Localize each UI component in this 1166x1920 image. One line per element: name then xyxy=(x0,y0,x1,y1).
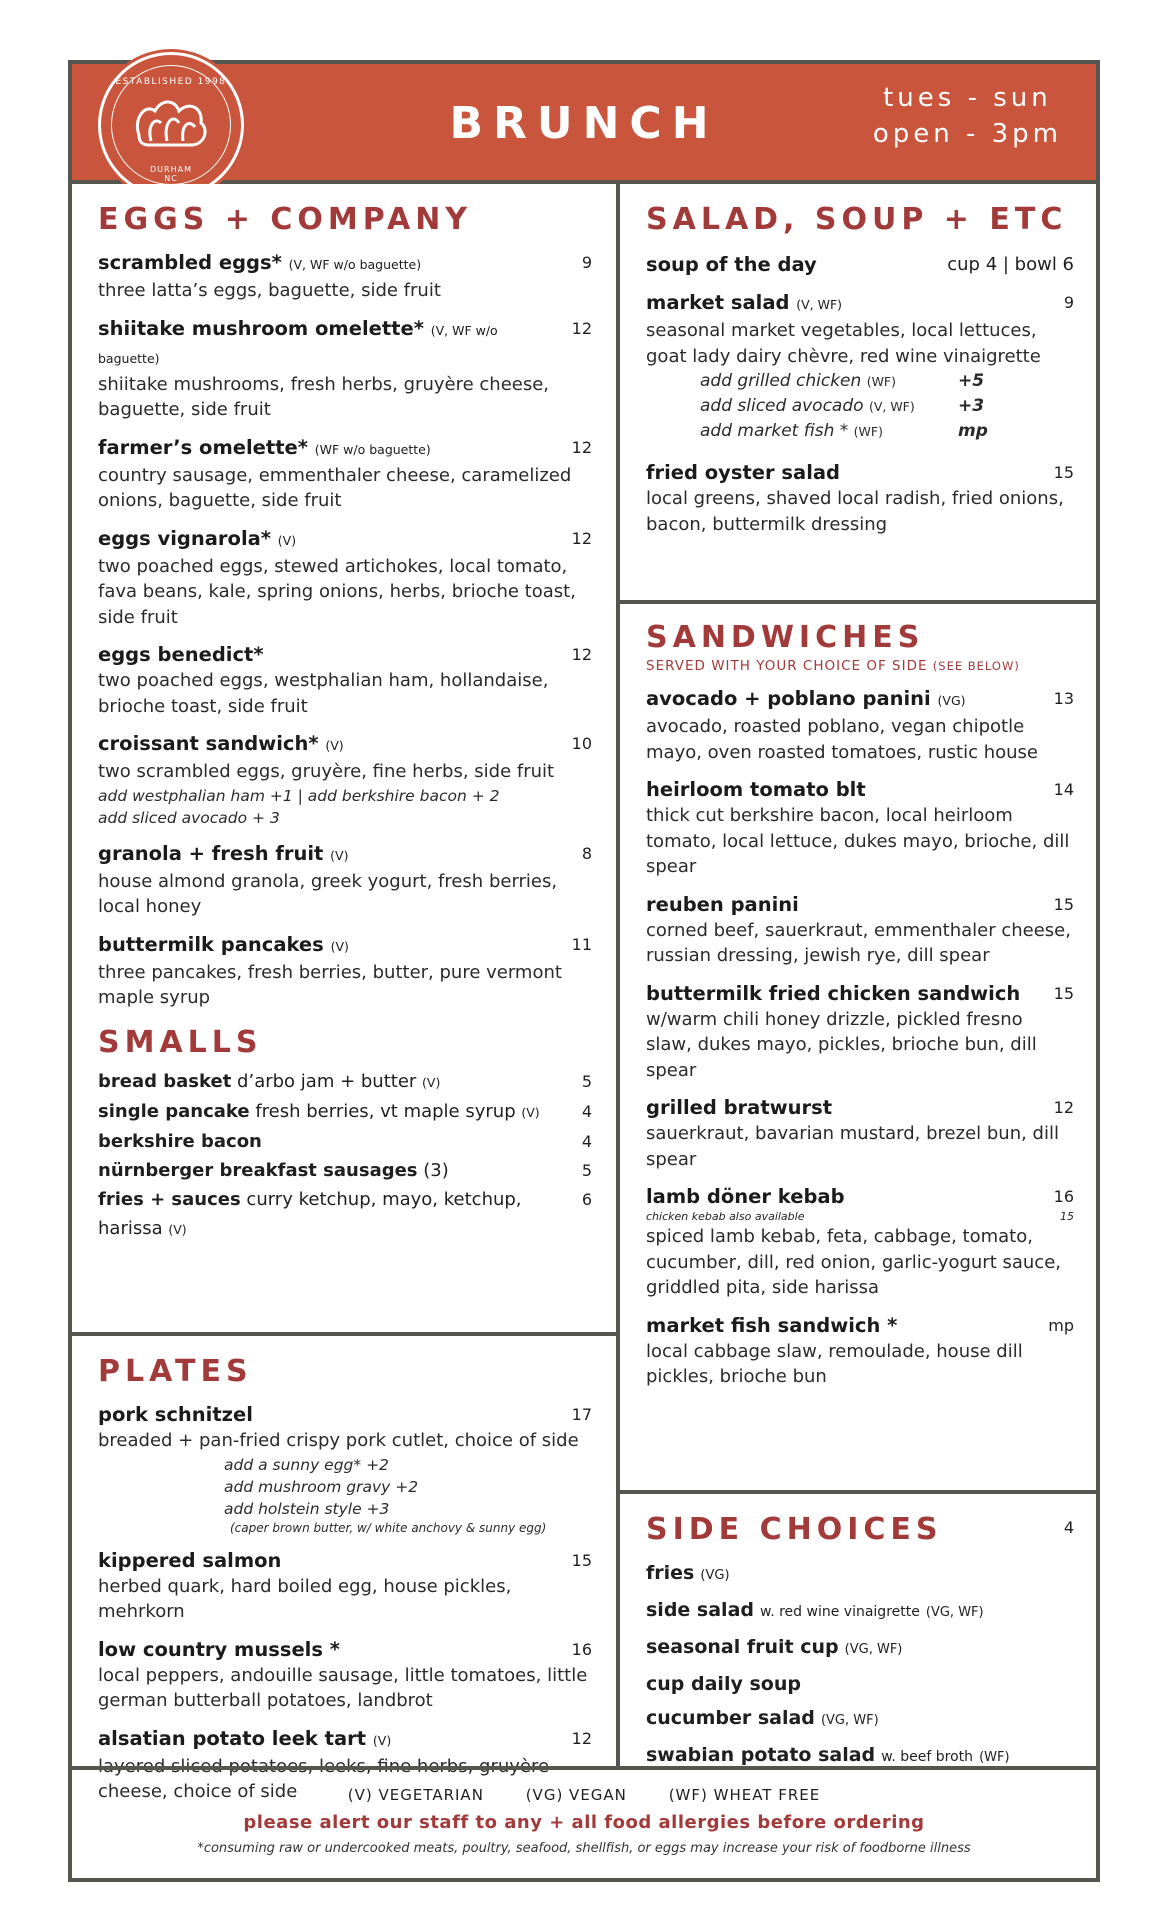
item-title: shiitake mushroom omelette* xyxy=(98,316,424,340)
item-tag: (WF w/o baguette) xyxy=(314,441,431,457)
salad-addons xyxy=(646,369,1074,444)
item-price: 15 xyxy=(571,1550,592,1570)
item-desc: w/warm chili honey drizzle, pickled fresno slaw, dukes mayo, pickles, brioche bun, dill spear xyxy=(646,1008,1037,1081)
salad-addon-label: add market fish * xyxy=(700,421,849,441)
item-name xyxy=(98,1726,592,1754)
salad-addon-label: add grilled chicken xyxy=(700,371,862,391)
oyster-salad-price: 15 xyxy=(1053,463,1074,482)
menu-item xyxy=(98,435,592,514)
sandwiches-panel xyxy=(620,600,1096,1490)
sides-list xyxy=(646,1556,1074,1775)
item-desc: three pancakes, fresh berries, butter, pure vermont maple syrup xyxy=(98,961,562,1008)
small-item xyxy=(98,1127,592,1156)
menu-item xyxy=(646,1313,1074,1390)
menu-item xyxy=(98,1637,592,1714)
item-desc: thick cut berkshire bacon, local heirloom tomato, local lettuce, dukes mayo, brioche, dill spear xyxy=(646,805,1070,877)
item-title: scrambled eggs* xyxy=(98,251,282,274)
item-desc: corned beef, sauerkraut, emmenthaler cheese, russian dressing, jewish rye, dill spear xyxy=(646,919,1071,966)
page-title: BRUNCH xyxy=(449,98,719,149)
salad-addon xyxy=(700,369,1074,394)
small-item xyxy=(98,1097,592,1127)
item-price: 12 xyxy=(1053,1098,1074,1117)
item-price: 14 xyxy=(1053,780,1074,799)
side-item-name: cucumber salad xyxy=(646,1707,815,1729)
item-title: farmer’s omelette* xyxy=(98,435,308,459)
legend-wheat-free: (WF) WHEAT FREE xyxy=(668,1786,821,1804)
oyster-salad-name: fried oyster salad xyxy=(646,461,840,484)
item-name xyxy=(646,1184,1074,1210)
item-addon: add a sunny egg* +2 xyxy=(224,1455,389,1474)
item-title: low country mussels * xyxy=(98,1637,340,1661)
salad-addon xyxy=(700,394,1074,419)
soup-price: cup 4 | bowl 6 xyxy=(947,254,1074,275)
food-disclaimer: *consuming raw or undercooked meats, poultry, seafood, shellfish, or eggs may increase your risk of foodborne illness xyxy=(197,1841,971,1856)
hours-days: tues - sun xyxy=(883,83,1052,113)
item-name xyxy=(646,686,1074,714)
menu-footer xyxy=(72,1766,1096,1878)
menu-item xyxy=(98,316,592,423)
menu-item xyxy=(646,686,1074,765)
market-salad-name: market salad xyxy=(646,291,790,314)
item-title: lamb döner kebab xyxy=(646,1185,845,1208)
item-name xyxy=(98,841,592,869)
plates-section-title: PLATES xyxy=(98,1354,253,1389)
item-tag: (V) xyxy=(330,847,349,863)
salad-addon xyxy=(700,419,1074,444)
small-item-tag: (V) xyxy=(422,1074,441,1090)
menu-item xyxy=(98,841,592,920)
item-price: 12 xyxy=(571,528,592,548)
item-addon: add westphalian ham +1 | add berkshire bacon + 2 xyxy=(98,786,500,805)
sandwiches-section-title: SANDWICHES xyxy=(646,620,925,655)
eggs-list xyxy=(98,250,592,1011)
item-desc: three latta’s eggs, baguette, side fruit xyxy=(98,280,441,301)
item-title: buttermilk fried chicken sandwich xyxy=(646,981,1021,1005)
side-item-tag: (VG, WF) xyxy=(925,1605,984,1620)
menu-frame xyxy=(68,60,1100,1882)
item-title: reuben panini xyxy=(646,892,799,916)
side-item-extra: w. beef broth xyxy=(881,1749,974,1765)
small-item-name: berkshire bacon xyxy=(98,1130,262,1152)
side-item-tag: (VG) xyxy=(700,1568,730,1583)
item-price: 16 xyxy=(571,1639,592,1659)
hours xyxy=(873,80,1062,152)
side-item xyxy=(646,1630,1074,1667)
item-desc: spiced lamb kebab, feta, cabbage, tomato, cucumber, dill, red onion, garlic-yogurt sauce, griddled pita, side harissa xyxy=(646,1226,1061,1298)
small-item-desc: fresh berries, vt maple syrup xyxy=(255,1100,516,1122)
eggs-section-title: EGGS + COMPANY xyxy=(98,202,473,237)
item-title: granola + fresh fruit xyxy=(98,841,324,865)
item-title: eggs benedict* xyxy=(98,643,264,666)
side-item-tag: (VG, WF) xyxy=(820,1713,879,1728)
item-price: 11 xyxy=(571,934,592,954)
small-item-price: 5 xyxy=(581,1160,592,1180)
item-desc: house almond granola, greek yogurt, fresh berries, local honey xyxy=(98,870,558,917)
item-name xyxy=(98,642,592,668)
item-name xyxy=(98,1548,592,1574)
item-desc: avocado, roasted poblano, vegan chipotle mayo, oven roasted tomatoes, rustic house xyxy=(646,716,1038,763)
item-desc: shiitake mushrooms, fresh herbs, gruyère cheese, baguette, side fruit xyxy=(98,373,550,420)
market-salad-tag: (V, WF) xyxy=(796,297,843,312)
menu-item xyxy=(98,932,592,1011)
item-title: eggs vignarola* xyxy=(98,526,271,550)
soup-item xyxy=(646,252,1074,278)
small-item-name: bread basket xyxy=(98,1070,232,1092)
item-name xyxy=(98,526,592,554)
menu-item xyxy=(646,892,1074,969)
sides-section-title: SIDE CHOICES xyxy=(646,1512,943,1547)
smalls-list xyxy=(98,1067,592,1214)
item-desc: two poached eggs, stewed artichokes, local tomato, fava beans, kale, spring onions, herbs, brioche toast, side fruit xyxy=(98,555,576,628)
item-price: 12 xyxy=(571,1728,592,1748)
item-price: 15 xyxy=(1053,983,1074,1003)
small-item-price: 4 xyxy=(581,1101,592,1121)
item-name xyxy=(98,250,592,278)
menu-item xyxy=(646,981,1074,1084)
item-name xyxy=(98,316,592,372)
item-price: 12 xyxy=(571,437,592,457)
oyster-salad-desc: local greens, shaved local radish, fried onions, bacon, buttermilk dressing xyxy=(646,488,1064,535)
item-desc: two scrambled eggs, gruyère, fine herbs, side fruit xyxy=(98,761,555,782)
legend-vegetarian: (V) VEGETARIAN xyxy=(347,1786,484,1804)
item-tag: (V) xyxy=(330,938,349,954)
item-name xyxy=(98,731,592,759)
menu-item xyxy=(98,642,592,719)
item-desc: local peppers, andouille sausage, little tomatoes, little german butterball potatoes, landbrot xyxy=(98,1664,588,1711)
menu-header xyxy=(72,64,1096,184)
menu-item xyxy=(98,526,592,631)
small-item-price: 6 xyxy=(581,1189,592,1209)
side-item-name: side salad xyxy=(646,1599,754,1621)
item-tag: (V) xyxy=(325,738,344,753)
item-price: 10 xyxy=(571,734,592,753)
side-item xyxy=(646,1701,1074,1738)
small-item-desc: curry ketchup, mayo, ketchup, xyxy=(246,1188,522,1210)
oyster-salad-item xyxy=(646,460,1074,537)
item-price: 12 xyxy=(571,318,592,338)
soup-name: soup of the day xyxy=(646,253,817,276)
menu-item xyxy=(646,1184,1074,1301)
item-price: mp xyxy=(1048,1315,1074,1335)
market-salad-desc: seasonal market vegetables, local lettuces, goat lady dairy chèvre, red wine vinaigrette xyxy=(646,320,1041,367)
small-item-desc: (3) xyxy=(423,1159,449,1181)
item-tag: (V) xyxy=(372,1732,392,1748)
side-item-extra: w. red wine vinaigrette xyxy=(760,1604,920,1620)
item-name xyxy=(646,981,1074,1007)
item-addon: add mushroom gravy +2 xyxy=(224,1477,419,1496)
item-title: buttermilk pancakes xyxy=(98,932,324,956)
hours-time: open - 3pm xyxy=(872,119,1062,149)
item-name xyxy=(98,1637,592,1663)
item-addon: add holstein style +3 xyxy=(224,1499,390,1518)
menu-item xyxy=(98,1402,592,1536)
small-item xyxy=(98,1185,592,1214)
item-desc: sauerkraut, bavarian mustard, brezel bun, dill spear xyxy=(646,1123,1059,1170)
salad-addon-price: +3 xyxy=(958,396,985,416)
item-title: heirloom tomato blt xyxy=(646,778,866,801)
logo-established: ESTABLISHED 1998 xyxy=(115,77,227,87)
item-addon: add sliced avocado + 3 xyxy=(98,808,280,827)
item-title: market fish sandwich * xyxy=(646,1313,898,1337)
item-title: avocado + poblano panini xyxy=(646,687,931,710)
legend-vegan: (VG) VEGAN xyxy=(525,1786,627,1804)
item-desc: herbed quark, hard boiled egg, house pickles, mehrkorn xyxy=(98,1575,512,1622)
allergy-alert: please alert our staff to any + all food allergies before ordering xyxy=(243,1812,925,1833)
sides-price: 4 xyxy=(1063,1518,1074,1537)
item-tag: (VG) xyxy=(937,693,966,708)
sandwich-list xyxy=(646,686,1074,1390)
item-name xyxy=(98,435,592,463)
salad-addon-tag: (WF) xyxy=(853,424,883,439)
side-item xyxy=(646,1593,1074,1630)
item-title: kippered salmon xyxy=(98,1548,282,1572)
item-price: 17 xyxy=(571,1405,592,1424)
item-subnote-text: chicken kebab also available xyxy=(646,1210,805,1223)
side-item-name: seasonal fruit cup xyxy=(646,1636,839,1658)
item-name xyxy=(646,777,1074,803)
item-name xyxy=(646,892,1074,918)
plates-list xyxy=(98,1402,592,1805)
small-item-name: nürnberger breakfast sausages xyxy=(98,1159,418,1181)
side-item-tag: (VG, WF) xyxy=(844,1642,903,1657)
side-item-name: fries xyxy=(646,1562,695,1584)
salad-addon-price: mp xyxy=(958,421,988,441)
item-title: alsatian potato leek tart xyxy=(98,1726,367,1750)
item-tag: (V) xyxy=(277,532,297,548)
small-item-name: single pancake xyxy=(98,1100,250,1122)
salad-panel xyxy=(620,184,1096,600)
item-tag: (V, WF w/o baguette) xyxy=(288,257,422,272)
market-salad-price: 9 xyxy=(1063,293,1074,312)
diet-legend xyxy=(72,1786,1096,1804)
smalls-last-line: harissa (V) xyxy=(98,1217,187,1239)
small-item-price: 4 xyxy=(581,1131,592,1151)
item-subnote-price: 15 xyxy=(1060,1210,1074,1223)
item-desc: breaded + pan-fried crispy pork cutlet, choice of side xyxy=(98,1430,579,1451)
item-name xyxy=(646,1313,1074,1339)
item-title: croissant sandwich* xyxy=(98,732,319,755)
item-name xyxy=(98,1402,592,1428)
eggs-smalls-panel xyxy=(72,184,620,1336)
smalls-section-title: SMALLS xyxy=(98,1024,263,1060)
side-item-name: cup daily soup xyxy=(646,1673,801,1695)
small-item-name: fries + sauces xyxy=(98,1188,241,1210)
item-price: 8 xyxy=(581,843,592,863)
menu-item xyxy=(98,731,592,829)
item-price: 9 xyxy=(581,253,592,272)
menu-item xyxy=(646,1095,1074,1172)
item-price: 13 xyxy=(1053,689,1074,708)
sides-panel xyxy=(620,1490,1096,1766)
side-item-tag: (WF) xyxy=(979,1750,1010,1765)
item-name xyxy=(646,1095,1074,1121)
menu-item xyxy=(98,1548,592,1625)
side-item xyxy=(646,1667,1074,1701)
item-title: pork schnitzel xyxy=(98,1403,253,1426)
menu-item xyxy=(646,777,1074,880)
item-tag: (V, WF w/o baguette) xyxy=(98,322,498,366)
logo-city: DURHAM xyxy=(150,165,192,174)
item-price: 16 xyxy=(1053,1187,1074,1206)
item-price: 15 xyxy=(1053,894,1074,914)
side-item xyxy=(646,1556,1074,1593)
salad-addon-label: add sliced avocado xyxy=(700,396,864,416)
small-item-tag: (V) xyxy=(521,1104,540,1120)
salad-section-title: SALAD, SOUP + ETC xyxy=(646,202,1068,237)
small-item-price: 5 xyxy=(581,1071,592,1091)
item-desc: local cabbage slaw, remoulade, house dill pickles, brioche bun xyxy=(646,1340,1023,1387)
menu-item xyxy=(98,250,592,304)
side-item-name: swabian potato salad xyxy=(646,1744,876,1766)
item-addon-note: (caper brown butter, w/ white anchovy & sunny egg) xyxy=(230,1520,547,1535)
sandwiches-subtitle: SERVED WITH YOUR CHOICE OF SIDE (SEE BELOW) xyxy=(646,658,1020,674)
item-title: grilled bratwurst xyxy=(646,1096,833,1119)
small-item xyxy=(98,1156,592,1185)
item-price: 12 xyxy=(571,645,592,664)
salad-addon-tag: (V, WF) xyxy=(868,399,915,414)
small-item xyxy=(98,1067,592,1097)
item-desc: two poached eggs, westphalian ham, hollandaise, brioche toast, side fruit xyxy=(98,670,549,717)
logo-state: NC xyxy=(164,174,178,183)
salad-addon-tag: (WF) xyxy=(866,374,896,389)
small-item-desc: d’arbo jam + butter xyxy=(237,1070,417,1092)
item-subnote xyxy=(646,1210,1074,1224)
item-desc: country sausage, emmenthaler cheese, caramelized onions, baguette, side fruit xyxy=(98,464,572,511)
item-desc: layered sliced potatoes, leeks, fine herbs, gruyère cheese, choice of side xyxy=(98,1755,550,1802)
market-salad-item xyxy=(646,290,1074,444)
item-name xyxy=(98,932,592,960)
salad-addon-price: +5 xyxy=(958,371,985,391)
